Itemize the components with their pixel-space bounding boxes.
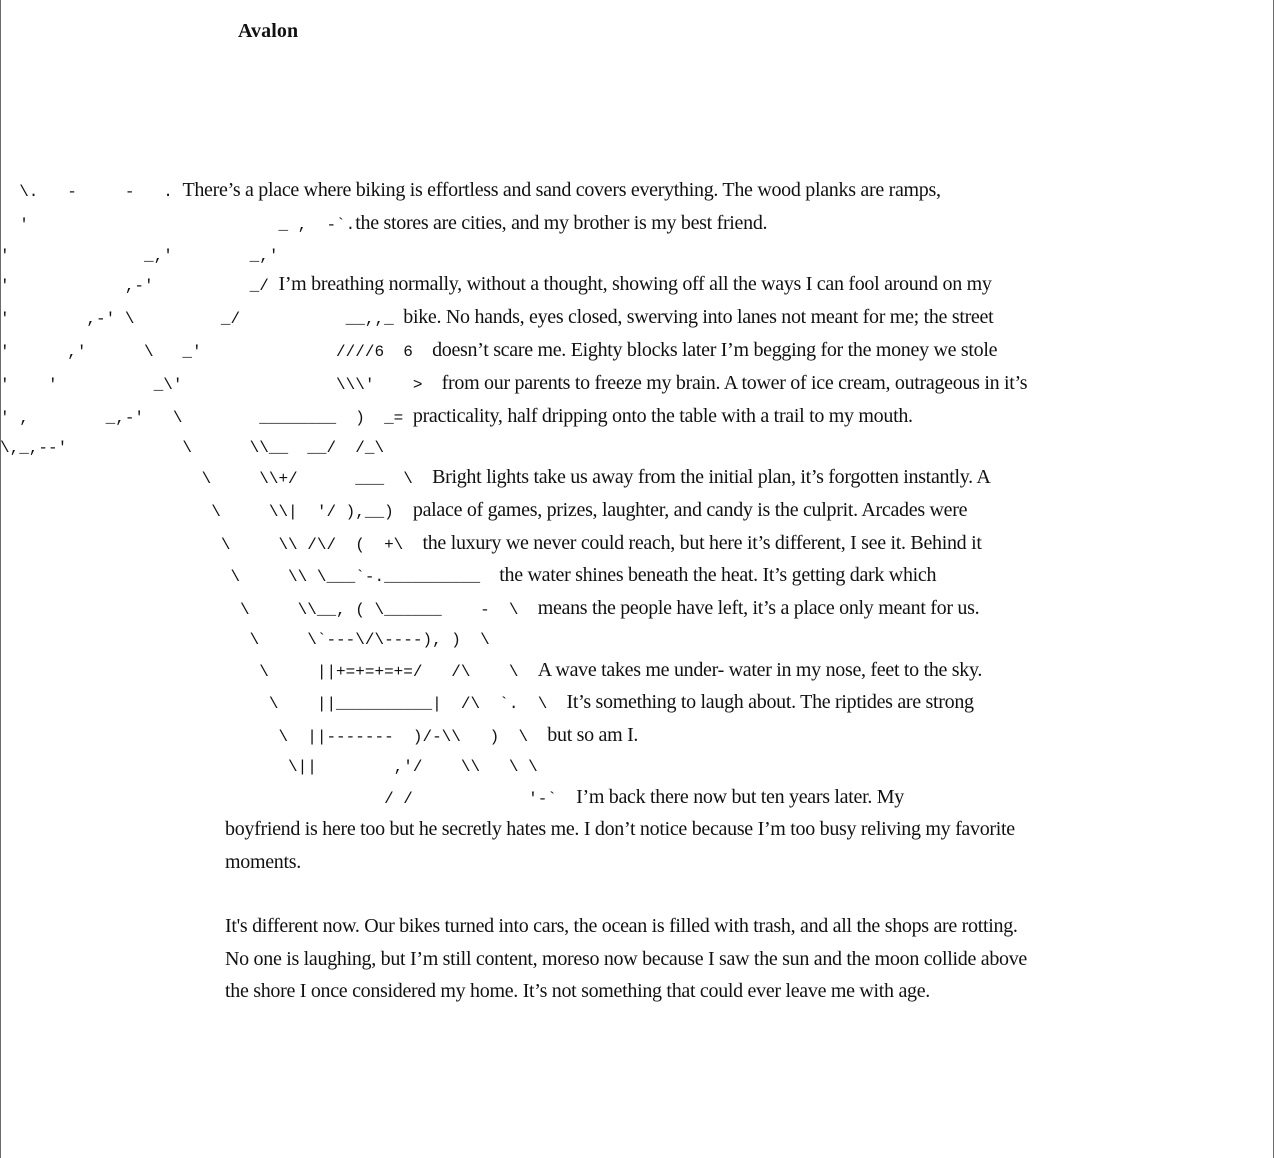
ascii-art-fragment: \ \\+/ ___ \ xyxy=(0,470,433,488)
ascii-art-fragment: ' _,' _,' xyxy=(0,247,279,265)
ascii-art-fragment: \ \\ /\/ ( +\ xyxy=(0,536,423,554)
poem-line xyxy=(0,782,904,812)
ascii-art-fragment: \,_,--' \ \\__ __/ /_\ xyxy=(0,439,385,457)
ascii-art-fragment: \ ||------- )/-\\ ) \ xyxy=(0,728,548,746)
ascii-art-fragment: \ \`---\/\----), ) \ xyxy=(0,631,490,649)
poem-text: but so am I. xyxy=(547,724,639,746)
poem-line xyxy=(0,368,1027,398)
ascii-art-fragment: ' ,-' _/ xyxy=(0,277,279,295)
poem-text: I’m back there now but ten years later. My xyxy=(576,786,904,808)
poem-text: the luxury we never could reach, but here it’s different, I see it. Behind it xyxy=(422,532,982,554)
ascii-art-fragment: \ \\ \___`-.__________ xyxy=(0,568,500,586)
poem-line xyxy=(0,401,913,431)
poem-text: A wave takes me under- water in my nose, feet to the sky. xyxy=(537,659,983,681)
ascii-art-fragment: ' _ , -`. xyxy=(0,216,356,234)
poem-line xyxy=(0,335,997,365)
poem-line xyxy=(0,431,384,461)
poem-text: doesn’t scare me. Eighty blocks later I’m begging for the money we stole xyxy=(432,339,998,361)
poem-text: It’s something to laugh about. The riptides are strong xyxy=(566,691,974,713)
body-paragraph: boyfriend is here too but he secretly hates me. I don’t notice because I’m too busy reliving my favorite moments. xyxy=(225,818,1015,873)
poem-line xyxy=(0,593,979,623)
poem-text: palace of games, prizes, laughter, and candy is the culprit. Arcades were xyxy=(412,499,968,521)
poem-line xyxy=(0,269,992,299)
poem-text: means the people have left, it’s a place only meant for us. xyxy=(537,597,980,619)
poem-line xyxy=(0,528,982,558)
ascii-art-fragment: \. - - . xyxy=(0,183,183,201)
poem-line xyxy=(0,495,967,525)
poem-line xyxy=(0,720,638,750)
poem-text: the stores are cities, and my brother is my best friend. xyxy=(355,212,768,234)
poem-line xyxy=(0,560,936,590)
poem-line xyxy=(0,208,767,238)
ascii-art-fragment: \ ||__________| /\ `. \ xyxy=(0,695,567,713)
poem-line xyxy=(0,239,278,269)
poem-text: I’m breathing normally, without a thought, showing off all the ways I can fool around on my xyxy=(278,273,992,295)
poem-text: practicality, half dripping onto the table with a trail to my mouth. xyxy=(412,405,913,427)
ascii-art-fragment: ' ,' \ _' ////6 6 xyxy=(0,343,433,361)
body-paragraph: It's different now. Our bikes turned into cars, the ocean is filled with trash, and all the shops are rotting. No one is laughing, but I’m still content, moreso now because I saw the sun and the moon collide above the shore I once considered my home. It’s not something that could ever leave me with age. xyxy=(225,915,1027,1003)
ascii-art-fragment: ' ' _\' \\\' > xyxy=(0,376,442,394)
poem-text: the water shines beneath the heat. It’s getting dark which xyxy=(499,564,937,586)
poem-text: Bright lights take us away from the initial plan, it’s forgotten instantly. A xyxy=(432,466,991,488)
poem-line xyxy=(0,462,991,492)
poem-line xyxy=(0,687,974,717)
ascii-art-fragment: ' , _,-' \ ________ ) _= xyxy=(0,409,413,427)
ascii-art-fragment: \ ||+=+=+=+=/ /\ \ xyxy=(0,663,538,681)
ascii-art-fragment: / / '-` xyxy=(0,790,577,808)
ascii-art-fragment: \ \\__, ( \______ - \ xyxy=(0,601,538,619)
ascii-art-fragment: \|| ,'/ \\ \ \ xyxy=(0,758,538,776)
poem-text: from our parents to freeze my brain. A tower of ice cream, outrageous in it’s xyxy=(441,372,1028,394)
poem-line xyxy=(0,175,941,205)
document-title: Avalon xyxy=(238,20,299,42)
ascii-art-fragment: ' ,-' \ _/ __,,_ xyxy=(0,310,404,328)
poem-line xyxy=(0,623,490,653)
poem-line xyxy=(0,750,538,780)
poem-line xyxy=(0,302,993,332)
ascii-art-fragment: \ \\| '/ ),__) xyxy=(0,503,413,521)
poem-text: There’s a place where biking is effortless and sand covers everything. The wood planks are ramps, xyxy=(182,179,941,201)
poem-line xyxy=(0,655,982,685)
poem-text: bike. No hands, eyes closed, swerving into lanes not meant for me; the street xyxy=(403,306,994,328)
